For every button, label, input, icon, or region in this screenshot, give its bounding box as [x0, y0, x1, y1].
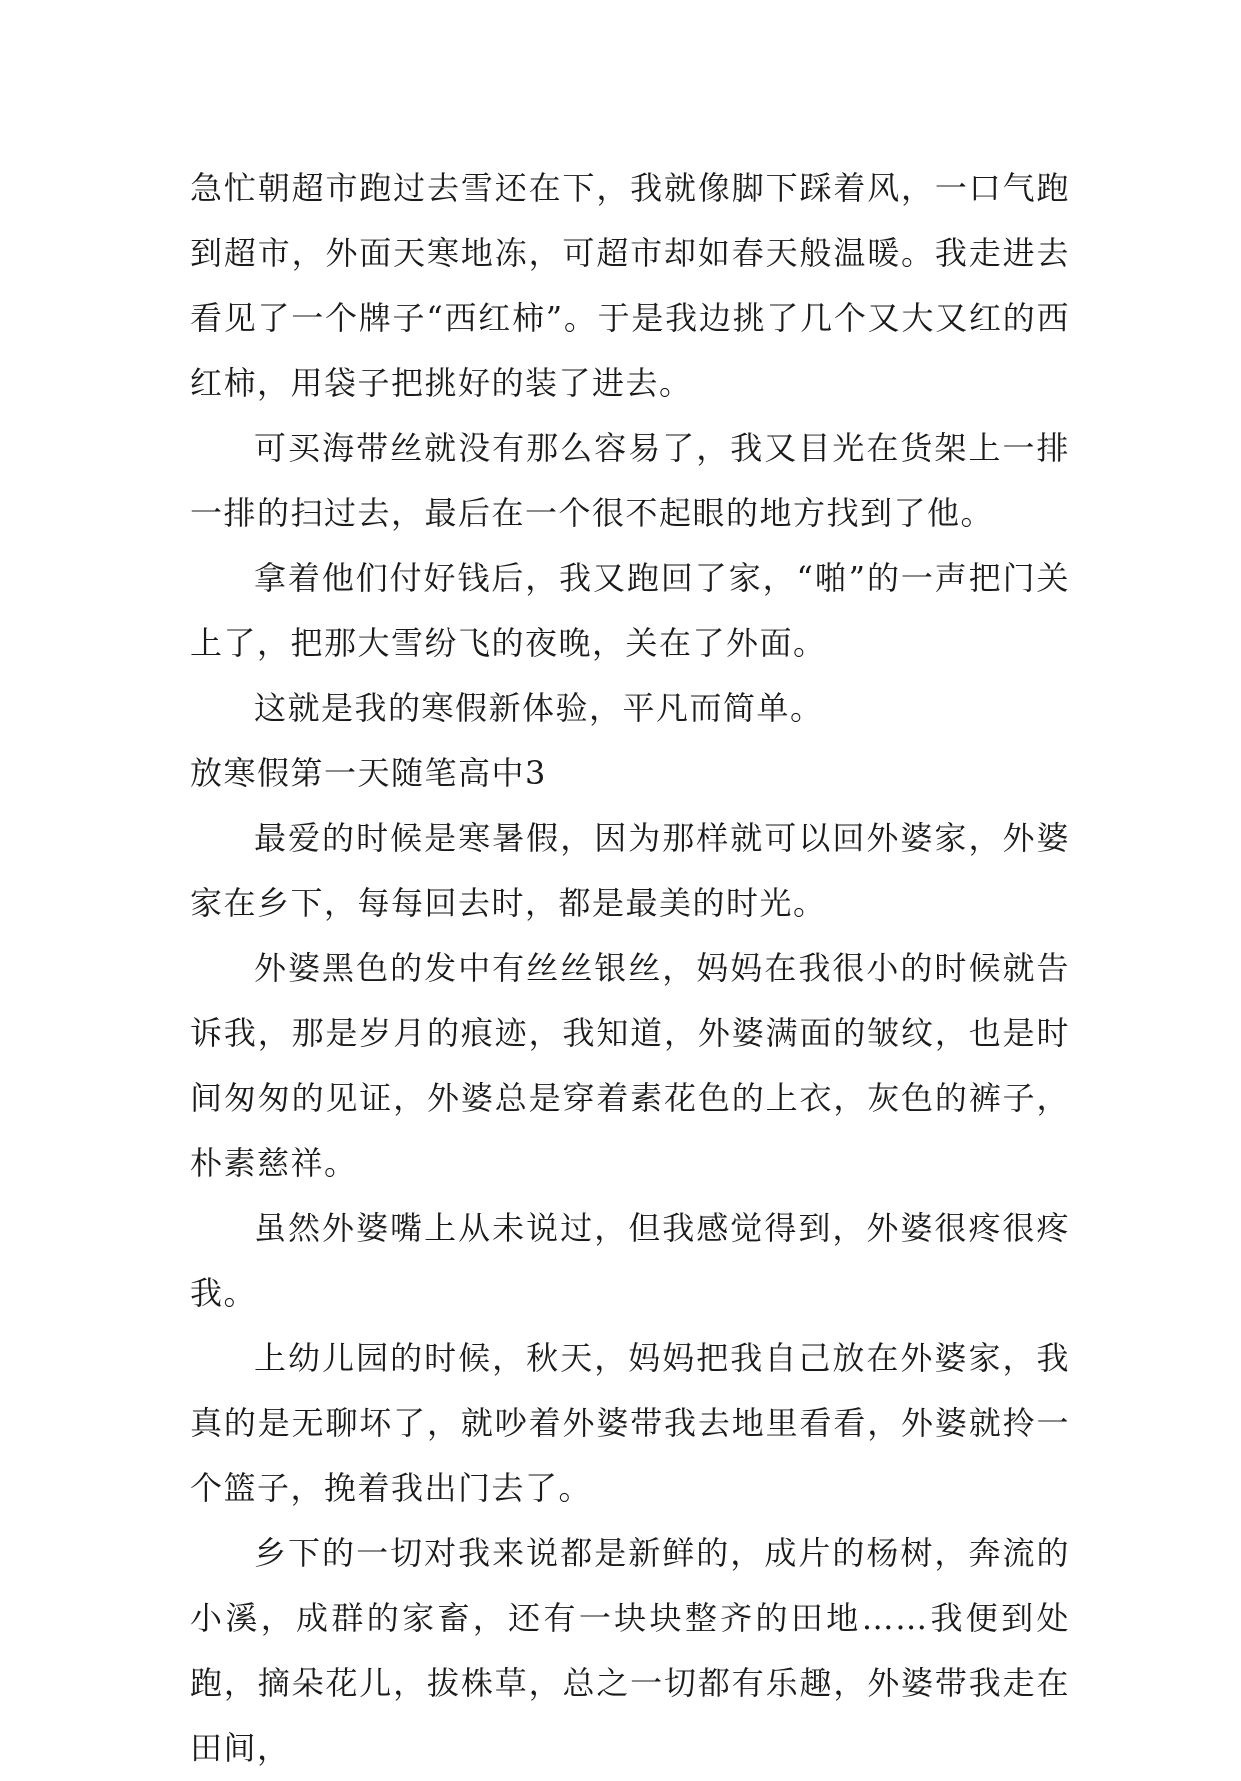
paragraph: 上幼儿园的时候，秋天，妈妈把我自己放在外婆家，我真的是无聊坏了，就吵着外婆带我去地里看看，外婆就拎一个篮子，挽着我出门去了。 [190, 1339, 1070, 1507]
paragraph-continuation: 急忙朝超市跑过去雪还在下，我就像脚下踩着风，一口气跑到超市，外面天寒地冻，可超市却如春天般温暖。我走进去看见了一个牌子“西红柿”。于是我边挑了几个又大又红的西红柿，用袋子把挑好的装了进去。 [190, 169, 1070, 402]
document-body [190, 156, 1070, 1781]
paragraph: 拿着他们付好钱后，我又跑回了家，“啪”的一声把门关上了，把那大雪纷飞的夜晚，关在了外面。 [190, 559, 1070, 662]
paragraph: 乡下的一切对我来说都是新鲜的，成片的杨树，奔流的小溪，成群的家畜，还有一块块整齐的田地……我便到处跑，摘朵花儿，拔株草，总之一切都有乐趣，外婆带我走在田间， [190, 1534, 1070, 1767]
paragraph: 虽然外婆嘴上从未说过，但我感觉得到，外婆很疼很疼我。 [190, 1209, 1070, 1312]
paragraph: 可买海带丝就没有那么容易了，我又目光在货架上一排一排的扫过去，最后在一个很不起眼的地方找到了他。 [190, 429, 1070, 532]
paragraph: 最爱的时候是寒暑假，因为那样就可以回外婆家，外婆家在乡下，每每回去时，都是最美的时光。 [190, 819, 1070, 922]
paragraph: 外婆黑色的发中有丝丝银丝，妈妈在我很小的时候就告诉我，那是岁月的痕迹，我知道，外婆满面的皱纹，也是时间匆匆的见证，外婆总是穿着素花色的上衣，灰色的裤子，朴素慈祥。 [190, 949, 1070, 1182]
paragraph: 这就是我的寒假新体验，平凡而简单。 [254, 689, 824, 727]
section-heading: 放寒假第一天随笔高中3 [190, 754, 547, 792]
